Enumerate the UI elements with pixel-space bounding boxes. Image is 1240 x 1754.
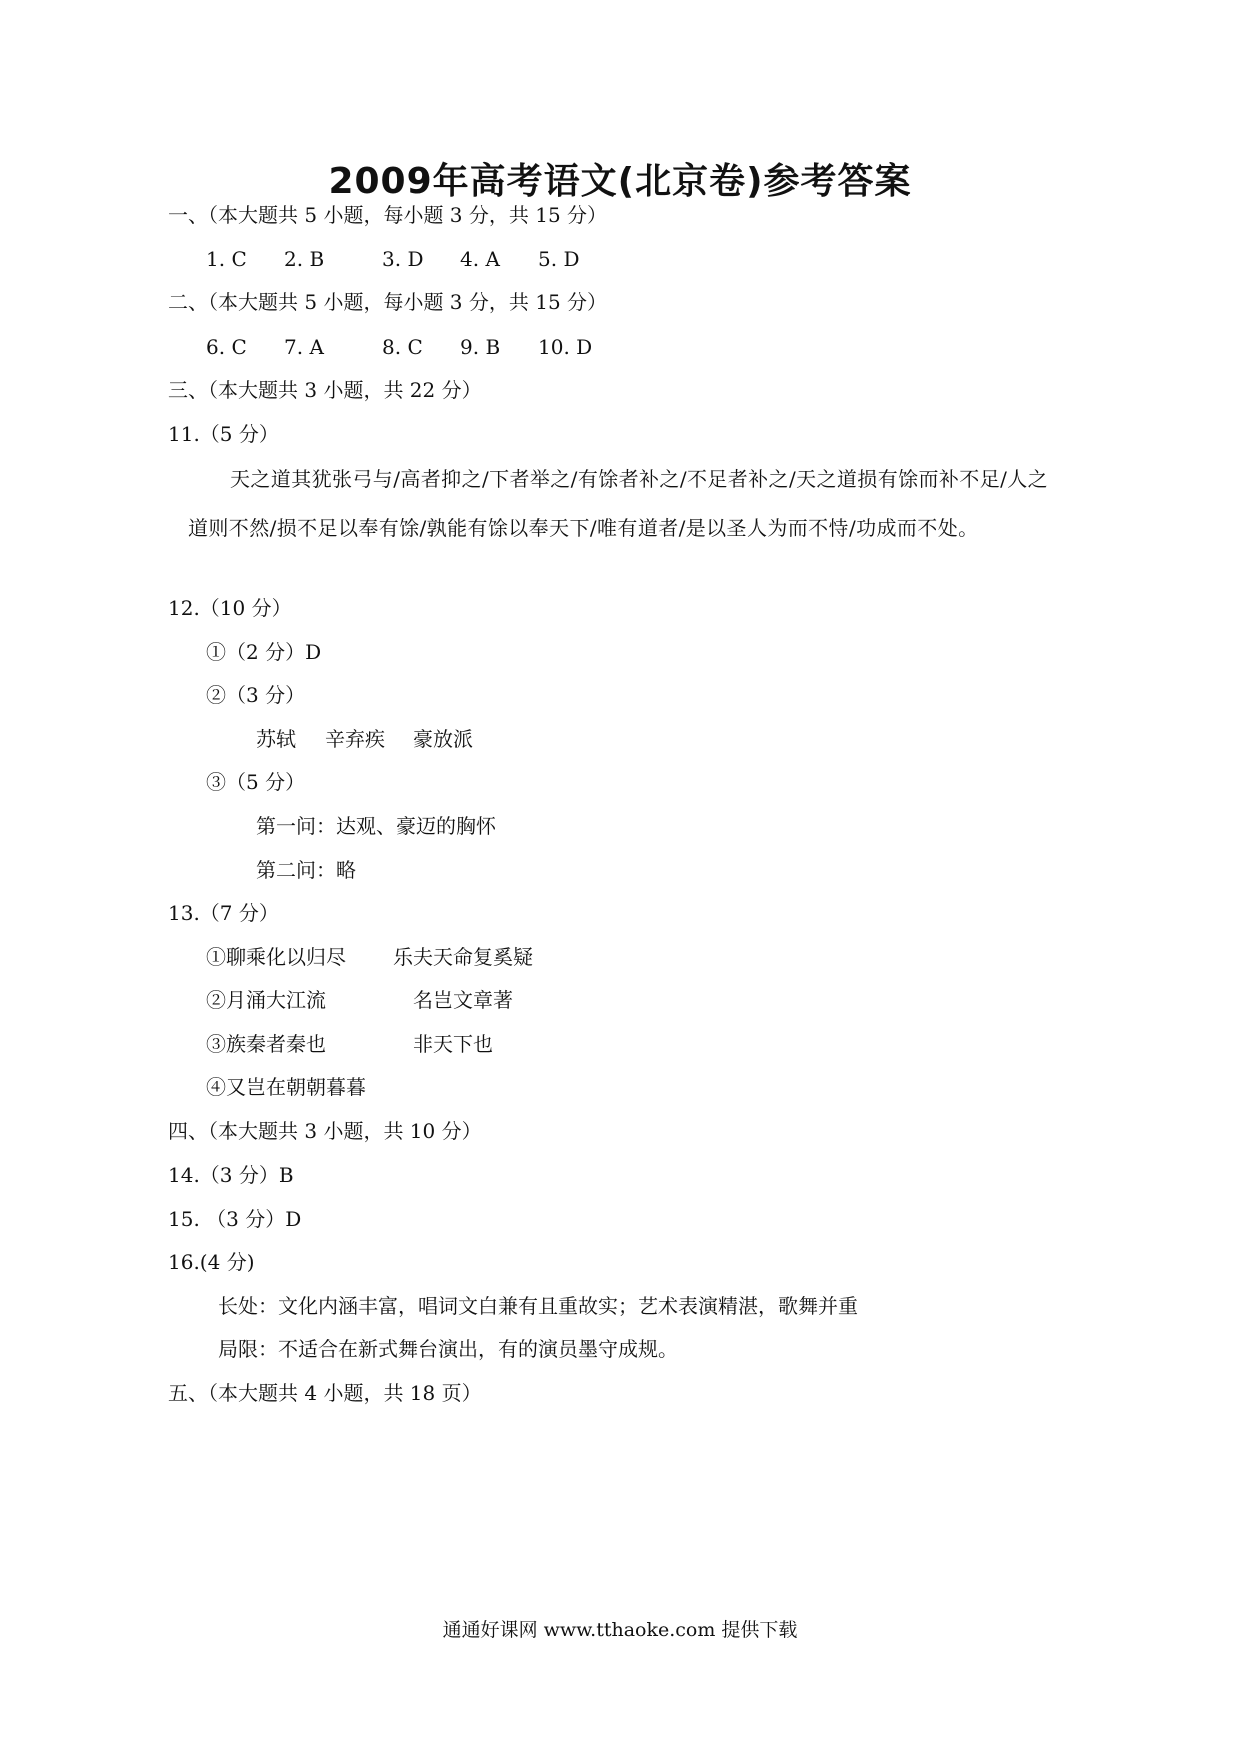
answer-1: 1. C [206,247,247,271]
question-13-item-1a: ①聊乘化以归尽 [206,945,346,969]
question-15: 15. （3 分）D [168,1207,302,1231]
answer-2: 2. B [284,247,325,271]
question-12-part-2: ②（3 分） [206,683,306,707]
section-heading-5: 五、（本大题共 4 小题，共 18 页） [168,1381,482,1405]
section-heading-4: 四、（本大题共 3 小题，共 10 分） [168,1119,482,1143]
answer-9: 9. B [460,335,501,359]
question-13-item-2a: ②月涌大江流 [206,988,326,1012]
question-12-part-1: ①（2 分）D [206,640,322,664]
question-13-item-4a: ④又岂在朝朝暮暮 [206,1075,366,1099]
answer-7: 7. A [284,335,324,359]
question-12-part-3-q2: 第二问：略 [256,858,356,882]
question-16-limit: 局限：不适合在新式舞台演出，有的演员墨守成规。 [218,1337,678,1361]
question-12-answer-poet-1: 苏轼 [256,727,296,751]
section-heading-2: 二、（本大题共 5 小题，每小题 3 分，共 15 分） [168,290,608,314]
section-heading-1: 一、（本大题共 5 小题，每小题 3 分，共 15 分） [168,203,608,227]
question-12-label: 12.（10 分） [168,596,292,620]
footer-source: 通通好课网 www.tthaoke.com 提供下载 [442,1619,798,1641]
question-12-part-3-q1: 第一问：达观、豪迈的胸怀 [256,814,496,838]
question-16-strength: 长处：文化内涵丰富，唱词文白兼有且重故实；艺术表演精湛，歌舞并重 [218,1294,858,1318]
question-11-label: 11.（5 分） [168,422,279,446]
question-12-part-3: ③（5 分） [206,770,306,794]
question-13-item-3a: ③族秦者秦也 [206,1032,326,1056]
question-11-answer: 天之道其犹张弓与/高者抑之/下者举之/有馀者补之/不足者补之/天之道损有馀而补不足/人之道则不然/损不足以奉有馀/孰能有馀以奉天下/唯有道者/是以圣人为而不恃/功成而不处。 [188,467,1049,540]
answer-8: 8. C [382,335,423,359]
question-13-item-3b: 非天下也 [413,1032,493,1056]
question-12-answer-school: 豪放派 [413,727,473,751]
answer-3: 3. D [382,247,424,271]
question-13-item-2b: 名岂文章著 [413,988,513,1012]
question-12-answer-poet-2: 辛弃疾 [325,727,385,751]
page-title: 2009年高考语文(北京卷)参考答案 [328,161,912,202]
section-heading-3: 三、（本大题共 3 小题，共 22 分） [168,378,482,402]
question-16-label: 16.(4 分) [168,1250,255,1274]
question-14: 14.（3 分）B [168,1163,294,1187]
answer-4: 4. A [460,247,500,271]
answer-5: 5. D [538,247,580,271]
answer-10: 10. D [538,335,593,359]
answer-6: 6. C [206,335,247,359]
question-13-item-1b: 乐夫天命复奚疑 [393,945,533,969]
question-13-label: 13.（7 分） [168,901,279,925]
